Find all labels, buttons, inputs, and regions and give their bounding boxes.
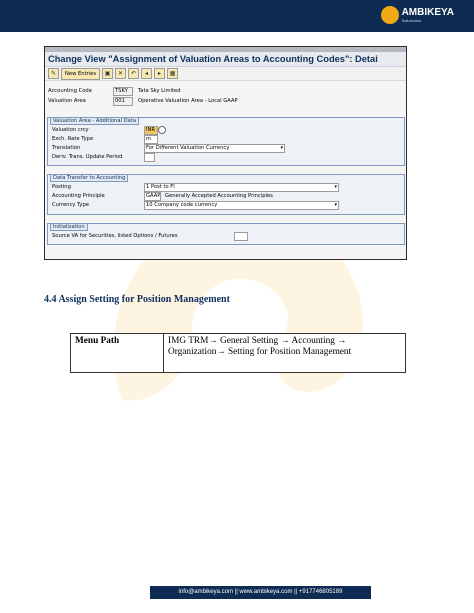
menu-path-label-cell	[71, 334, 164, 372]
posting-row	[52, 183, 397, 191]
currency-type-label: Currency Type	[52, 202, 89, 208]
exch-rate-type-label: Exch. Rate Type	[52, 136, 94, 142]
menu-path-value	[168, 336, 398, 358]
search-help-icon[interactable]	[158, 126, 166, 134]
next-entry-icon[interactable]: ▸	[154, 68, 165, 79]
valuation-additional-data-group	[47, 117, 405, 166]
logo-mark-icon	[381, 6, 399, 24]
copy-icon[interactable]: ▣	[102, 68, 113, 79]
new-entries-button[interactable]: New Entries	[61, 68, 100, 80]
currency-type-dropdown[interactable]: 10 Company code currency ▾	[144, 201, 339, 210]
valuation-crcy-row	[52, 126, 397, 134]
translation-dropdown[interactable]: For Different Valuation Currency ▾	[144, 144, 285, 153]
exch-rate-type-row	[52, 135, 397, 143]
delete-icon[interactable]: ✕	[115, 68, 126, 79]
sap-toolbar	[45, 67, 406, 81]
initialization-group	[47, 223, 405, 245]
deriv-trans-label: Deriv. Trans. Update Period	[52, 154, 123, 160]
select-all-icon[interactable]: ▦	[167, 68, 178, 79]
exch-rate-type-field[interactable]: m	[144, 135, 158, 144]
sap-window-title: Change View "Assignment of Valuation Areas to Accounting Codes": Detai	[45, 52, 406, 67]
menu-path-table	[70, 333, 406, 373]
brand-name: AMBIKEYA	[401, 6, 454, 18]
deriv-trans-checkbox[interactable]	[144, 153, 155, 162]
valuation-crcy-label: Valuation crcy	[52, 127, 89, 133]
accounting-principle-label: Accounting Principle	[52, 193, 105, 199]
valuation-crcy-field[interactable]: INR	[144, 126, 158, 135]
section-heading: 4.4 Assign Setting for Position Management	[44, 294, 230, 305]
menu-path-line-2: Organization→ Setting for Position Management	[168, 347, 352, 357]
brand-logo	[381, 6, 454, 24]
currency-type-row	[52, 201, 397, 209]
source-va-row	[52, 232, 397, 240]
page-header	[0, 0, 474, 32]
menu-path-line-1: IMG TRM→ General Setting → Accounting →	[168, 336, 347, 346]
accounting-code-label: Accounting Code	[48, 88, 92, 94]
accounting-principle-row	[52, 192, 397, 200]
footer-contact: info@ambikeya.com || www.ambikeya.com || +917746805189	[150, 586, 371, 599]
display-change-icon[interactable]: ✎	[48, 68, 59, 79]
brand-tagline: Soluciones	[401, 17, 422, 23]
valuation-area-name: Operative Valuation Area - Local GAAP	[138, 98, 238, 104]
accounting-principle-field[interactable]: GAAP	[146, 193, 161, 199]
menu-path-label: Menu Path	[75, 336, 120, 346]
accounting-code-row	[48, 87, 398, 95]
accounting-principle-name: Generally Accepted Accounting Principles	[165, 193, 273, 199]
previous-entry-icon[interactable]: ◂	[141, 68, 152, 79]
undo-icon[interactable]: ↶	[128, 68, 139, 79]
deriv-trans-row	[52, 153, 397, 161]
posting-label: Posting	[52, 184, 71, 190]
group-title: Initialization	[50, 223, 88, 231]
source-va-field[interactable]	[234, 232, 248, 241]
accounting-code-name: Tata Sky Limited	[138, 88, 181, 94]
posting-dropdown[interactable]: 1 Post to FI ▾	[144, 183, 339, 192]
group-title: Data Transfer to Accounting	[50, 174, 128, 182]
source-va-label: Source VA for Securities, listed Options / Futures	[52, 233, 178, 239]
data-transfer-group	[47, 174, 405, 215]
valuation-area-row	[48, 97, 398, 105]
accounting-code-field[interactable]: TSKY	[113, 87, 133, 96]
translation-label: Translation	[52, 145, 81, 151]
valuation-area-field[interactable]: 001	[113, 97, 133, 106]
valuation-area-label: Valuation Area	[48, 98, 86, 104]
group-title: Valuation Area - Additional Data	[50, 117, 139, 125]
translation-row	[52, 144, 397, 152]
sap-window	[44, 46, 407, 260]
